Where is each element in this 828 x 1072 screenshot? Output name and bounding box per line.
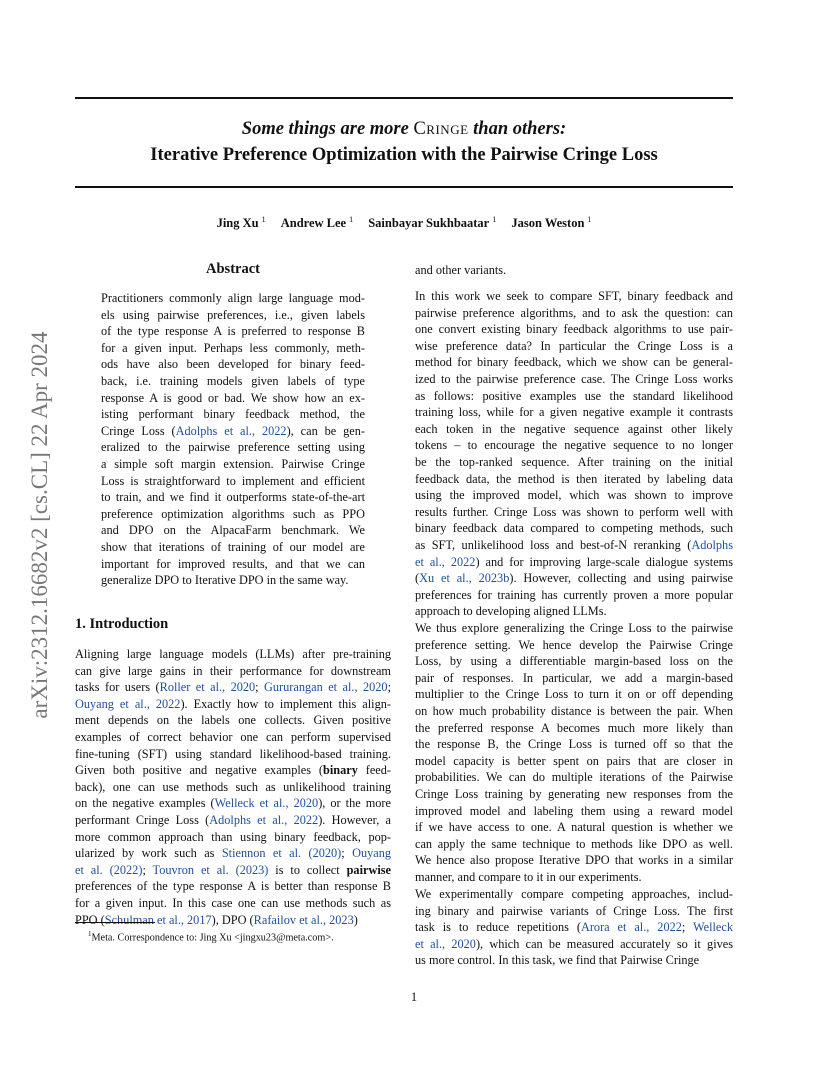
- text-line: of the type response A is preferred to response B: [101, 324, 365, 339]
- text-line: Loss, by using a differentiable margin-based loss on the: [415, 654, 733, 669]
- text-segment: ), DPO (: [211, 912, 254, 927]
- text-segment: ). However, collecting and using pairwise: [509, 571, 733, 586]
- text-line: [75, 912, 391, 928]
- author: [368, 216, 496, 230]
- text-line: preference setting. We hence develop the Pairwise Cringe: [415, 637, 733, 652]
- text-segment: task is to reduce repetitions (: [415, 920, 581, 935]
- text-line: back), one can use methods such as unlikelihood training: [75, 779, 391, 794]
- text-line: [415, 537, 733, 553]
- author: [281, 216, 353, 230]
- text-segment: performant Cringe Loss (: [75, 813, 210, 827]
- citation-link[interactable]: Stiennon et al. (2020): [221, 846, 342, 861]
- citation-link[interactable]: Rafailov et al., 2023: [253, 912, 354, 927]
- text-line: We hence also propose Iterative DPO that works in a similar: [415, 853, 733, 868]
- author-name: Jing Xu: [216, 216, 259, 231]
- citation-link[interactable]: Gururangan et al., 2020: [264, 680, 388, 695]
- text-line: preferences of the type response A is better than response B: [75, 879, 391, 894]
- text-line: [75, 862, 391, 878]
- text-segment: Given both positive and negative examples (: [75, 763, 323, 778]
- author-name: Sainbayar Sukhbaatar: [368, 216, 490, 231]
- text-line: [415, 570, 733, 586]
- text-line: for a given input. Perhaps less commonly, meth-: [101, 340, 365, 355]
- text-line: [75, 845, 391, 861]
- text-line: preference optimization algorithms such as PPO: [101, 506, 365, 521]
- text-line: ized to the pairwise preference case. The Cringe Loss works: [415, 372, 733, 386]
- citation-link[interactable]: Xu et al., 2023b: [419, 571, 510, 586]
- text-line: each token in the negative sequence against other likely: [415, 421, 733, 436]
- text-line: eralized to the pairwise preference setting using: [101, 440, 365, 455]
- text-line: [75, 795, 391, 811]
- text-segment: ), can be gen-: [286, 423, 366, 438]
- citation-link[interactable]: et al., 2022: [415, 554, 476, 569]
- text-segment: is to collect: [268, 862, 347, 877]
- text-line: for a given input. In this case one can use methods such as: [75, 896, 391, 910]
- text-line: wise preference data? In particular the Cringe Loss is a: [415, 338, 733, 353]
- text-line: important for improved results, and that we can: [101, 556, 365, 571]
- text-line: if we have access to one. A natural question is whether we: [415, 820, 733, 835]
- citation-link[interactable]: Arora et al., 2022: [580, 920, 682, 935]
- text-line: training loss, while for a given negative example it contrasts: [415, 405, 733, 420]
- text-line: show that iterations of training of our model are: [101, 540, 365, 554]
- text-segment: ). Exactly how to implement this align-: [180, 696, 391, 711]
- text-line: Cringe Loss training by generating new responses from the: [415, 787, 733, 801]
- text-segment: feed-: [357, 763, 391, 778]
- author-name: Andrew Lee: [280, 216, 347, 231]
- citation-link[interactable]: Touvron et al. (2023): [152, 862, 269, 877]
- author-list: [75, 215, 733, 231]
- citation-link[interactable]: Ouyang et al., 2022: [75, 696, 181, 711]
- citation-link[interactable]: et al., 2020: [415, 936, 476, 951]
- text-line: [415, 936, 733, 952]
- text-line: on how much probability distance is between the pair. When: [415, 704, 733, 718]
- text-line: [75, 762, 391, 778]
- text-line: feedback data, the method is then iterated by labeling data: [415, 471, 733, 486]
- bold-term: binary: [323, 763, 358, 778]
- text-line: manner, and compare to it in our experiments.: [415, 870, 642, 884]
- text-segment: on the negative examples (: [75, 796, 215, 811]
- text-line: Practitioners commonly align large language mod-: [101, 291, 365, 305]
- text-line: to train, and we find it outperforms state-of-the-art: [101, 490, 365, 505]
- text-line: tokens – to encourage the negative sequence to no longer: [415, 438, 733, 453]
- text-line: the response B, the Cringe Loss is turned off so that the: [415, 737, 733, 752]
- text-line: multiplier to the Cringe Loss to turn it on or off depending: [415, 687, 733, 702]
- citation-link[interactable]: Roller et al., 2020: [159, 680, 256, 695]
- citation-link[interactable]: Adolphs et al., 2022: [209, 813, 319, 827]
- text-line: as follows: positive examples use the standard likelihood: [415, 388, 733, 403]
- author-affiliation-mark: 1: [587, 215, 592, 224]
- text-line: examples of correct behavior one can perform supervised: [75, 730, 391, 744]
- text-line: [415, 554, 733, 570]
- text-line: be the top-ranked sequence. After training on the initial: [415, 455, 733, 469]
- text-segment: ularized by work such as: [75, 846, 222, 861]
- text-line: We thus explore generalizing the Cringe Loss to the pairwise: [415, 621, 733, 635]
- text-line: can apply the same technique to methods like DPO as well.: [415, 836, 733, 851]
- text-line: using the improved model, which was shown to improve: [415, 488, 733, 503]
- page-number: 1: [410, 990, 418, 1004]
- footnote: [88, 930, 334, 943]
- text-line: pair of responses. In particular, we add a margin-based: [415, 670, 733, 685]
- text-line: method for binary feedback, which we show can be general-: [415, 355, 733, 370]
- text-line: can give large gains in their performance for downstream: [75, 663, 391, 678]
- author-affiliation-mark: 1: [349, 215, 354, 224]
- bold-term: pairwise: [346, 862, 391, 877]
- text-line: back, i.e. training models given labels of type: [101, 374, 365, 388]
- author-affiliation-mark: 1: [492, 215, 497, 224]
- title-part-1: Some things are more: [241, 119, 414, 139]
- author: [511, 216, 591, 230]
- text-segment: ;: [341, 846, 353, 861]
- paper-title-line-2: Iterative Preference Optimization with the Pairwise Cringe Loss: [150, 145, 658, 165]
- text-segment: ), which can be measured accurately so it gives: [475, 936, 734, 951]
- text-line: response A is good or bad. We show how an ex-: [101, 390, 365, 405]
- text-segment: ). However, a: [318, 813, 391, 827]
- title-rule-top: [75, 97, 733, 99]
- text-line: pairwise preference algorithms, and to ask the question: can: [415, 305, 733, 320]
- text-line: preferences for training has currently proven a more popular: [415, 587, 733, 602]
- citation-link[interactable]: Adolphs: [691, 538, 733, 552]
- text-segment: ;: [681, 920, 694, 935]
- text-segment: tasks for users (: [75, 680, 160, 695]
- text-line: model capacity is better spent on pairs that are closer in: [415, 753, 733, 768]
- text-segment: ), or the more: [318, 796, 391, 811]
- title-rule-bottom: [75, 186, 733, 188]
- text-line: [101, 423, 365, 439]
- citation-link[interactable]: Welleck: [693, 920, 733, 935]
- text-line: one convert existing binary feedback algorithms to use pair-: [415, 322, 733, 337]
- text-line: els using pairwise preferences, i.e., given labels: [101, 307, 365, 322]
- text-line: results further. Cringe Loss was shown to perform well with: [415, 504, 733, 519]
- text-segment: PPO (: [75, 912, 105, 927]
- author-affiliation-mark: 1: [261, 215, 266, 224]
- title-part-2: than others:: [468, 119, 567, 139]
- text-segment: ;: [387, 680, 391, 695]
- arxiv-identifier: arXiv:2312.16682v2 [cs.CL] 22 Apr 2024: [27, 331, 52, 719]
- text-line: [75, 679, 391, 695]
- footnote-rule: [75, 922, 155, 923]
- text-line: Loss is straightforward to implement and efficient: [101, 473, 365, 488]
- text-line: fine-tuning (SFT) using standard likelihood-based training.: [75, 746, 391, 761]
- text-line: [75, 812, 391, 828]
- text-line: more common approach than using binary feedback, pop-: [75, 829, 391, 844]
- citation-link[interactable]: et al. (2022): [75, 862, 143, 877]
- text-segment: ) and for improving large-scale dialogue systems: [475, 554, 733, 569]
- text-line: ing binary and pairwise variants of Cringe Loss. The first: [415, 903, 733, 918]
- citation-link[interactable]: Welleck et al., 2020: [214, 796, 319, 811]
- text-line: improved model and labeling them using a reward model: [415, 803, 733, 818]
- text-line: [75, 696, 391, 712]
- footnote-mark: 1: [88, 930, 92, 938]
- text-line: generalize DPO to Iterative DPO in the same way.: [101, 573, 349, 588]
- text-segment: ;: [255, 680, 265, 695]
- text-line: us more control. In this task, we find that Pairwise Cringe: [415, 953, 700, 968]
- abstract-heading: Abstract: [206, 261, 260, 277]
- text-segment: (: [415, 571, 420, 586]
- author-name: Jason Weston: [511, 216, 585, 231]
- text-line: and DPO on the AlpacaFarm benchmark. We: [101, 523, 365, 538]
- introduction-heading: 1. Introduction: [75, 616, 169, 632]
- text-segment: Cringe Loss (: [101, 423, 176, 438]
- title-cringe-smallcaps: Cringe: [413, 119, 469, 139]
- citation-link[interactable]: Adolphs et al., 2022: [175, 423, 287, 438]
- text-line: and other variants.: [415, 263, 507, 277]
- text-line: probabilities. We can do multiple iterations of the Pairwise: [415, 770, 733, 785]
- text-line: isting performant binary feedback method, the: [101, 407, 365, 422]
- text-line: ment depends on the labels one collects. Given positive: [75, 713, 391, 728]
- text-line: a simple soft margin extension. Pairwise Cringe: [101, 457, 365, 471]
- text-line: ods have also been developed for binary feed-: [101, 357, 365, 372]
- text-segment: as SFT, unlikelihood loss and best-of-N reranking (: [415, 538, 692, 552]
- text-line: We experimentally compare competing approaches, includ-: [415, 887, 733, 901]
- text-line: Aligning large language models (LLMs) after pre-training: [75, 647, 391, 661]
- text-segment: ;: [142, 862, 153, 877]
- text-line: the preferred response A becomes much more likely than: [415, 720, 733, 735]
- author: [217, 216, 266, 230]
- text-line: [415, 919, 733, 935]
- citation-link[interactable]: Ouyang: [352, 846, 391, 861]
- text-line: binary feedback data compared to competing methods, such: [415, 521, 733, 536]
- text-segment: ): [353, 912, 358, 927]
- citation-link[interactable]: Schulman et al., 2017: [104, 912, 212, 927]
- text-line: approach to developing aligned LLMs.: [415, 604, 607, 619]
- text-line: In this work we seek to compare SFT, binary feedback and: [415, 289, 733, 303]
- paper-title-line-1: [75, 119, 733, 140]
- footnote-text: Meta. Correspondence to: Jing Xu <jingxu23@meta.com>.: [91, 932, 334, 944]
